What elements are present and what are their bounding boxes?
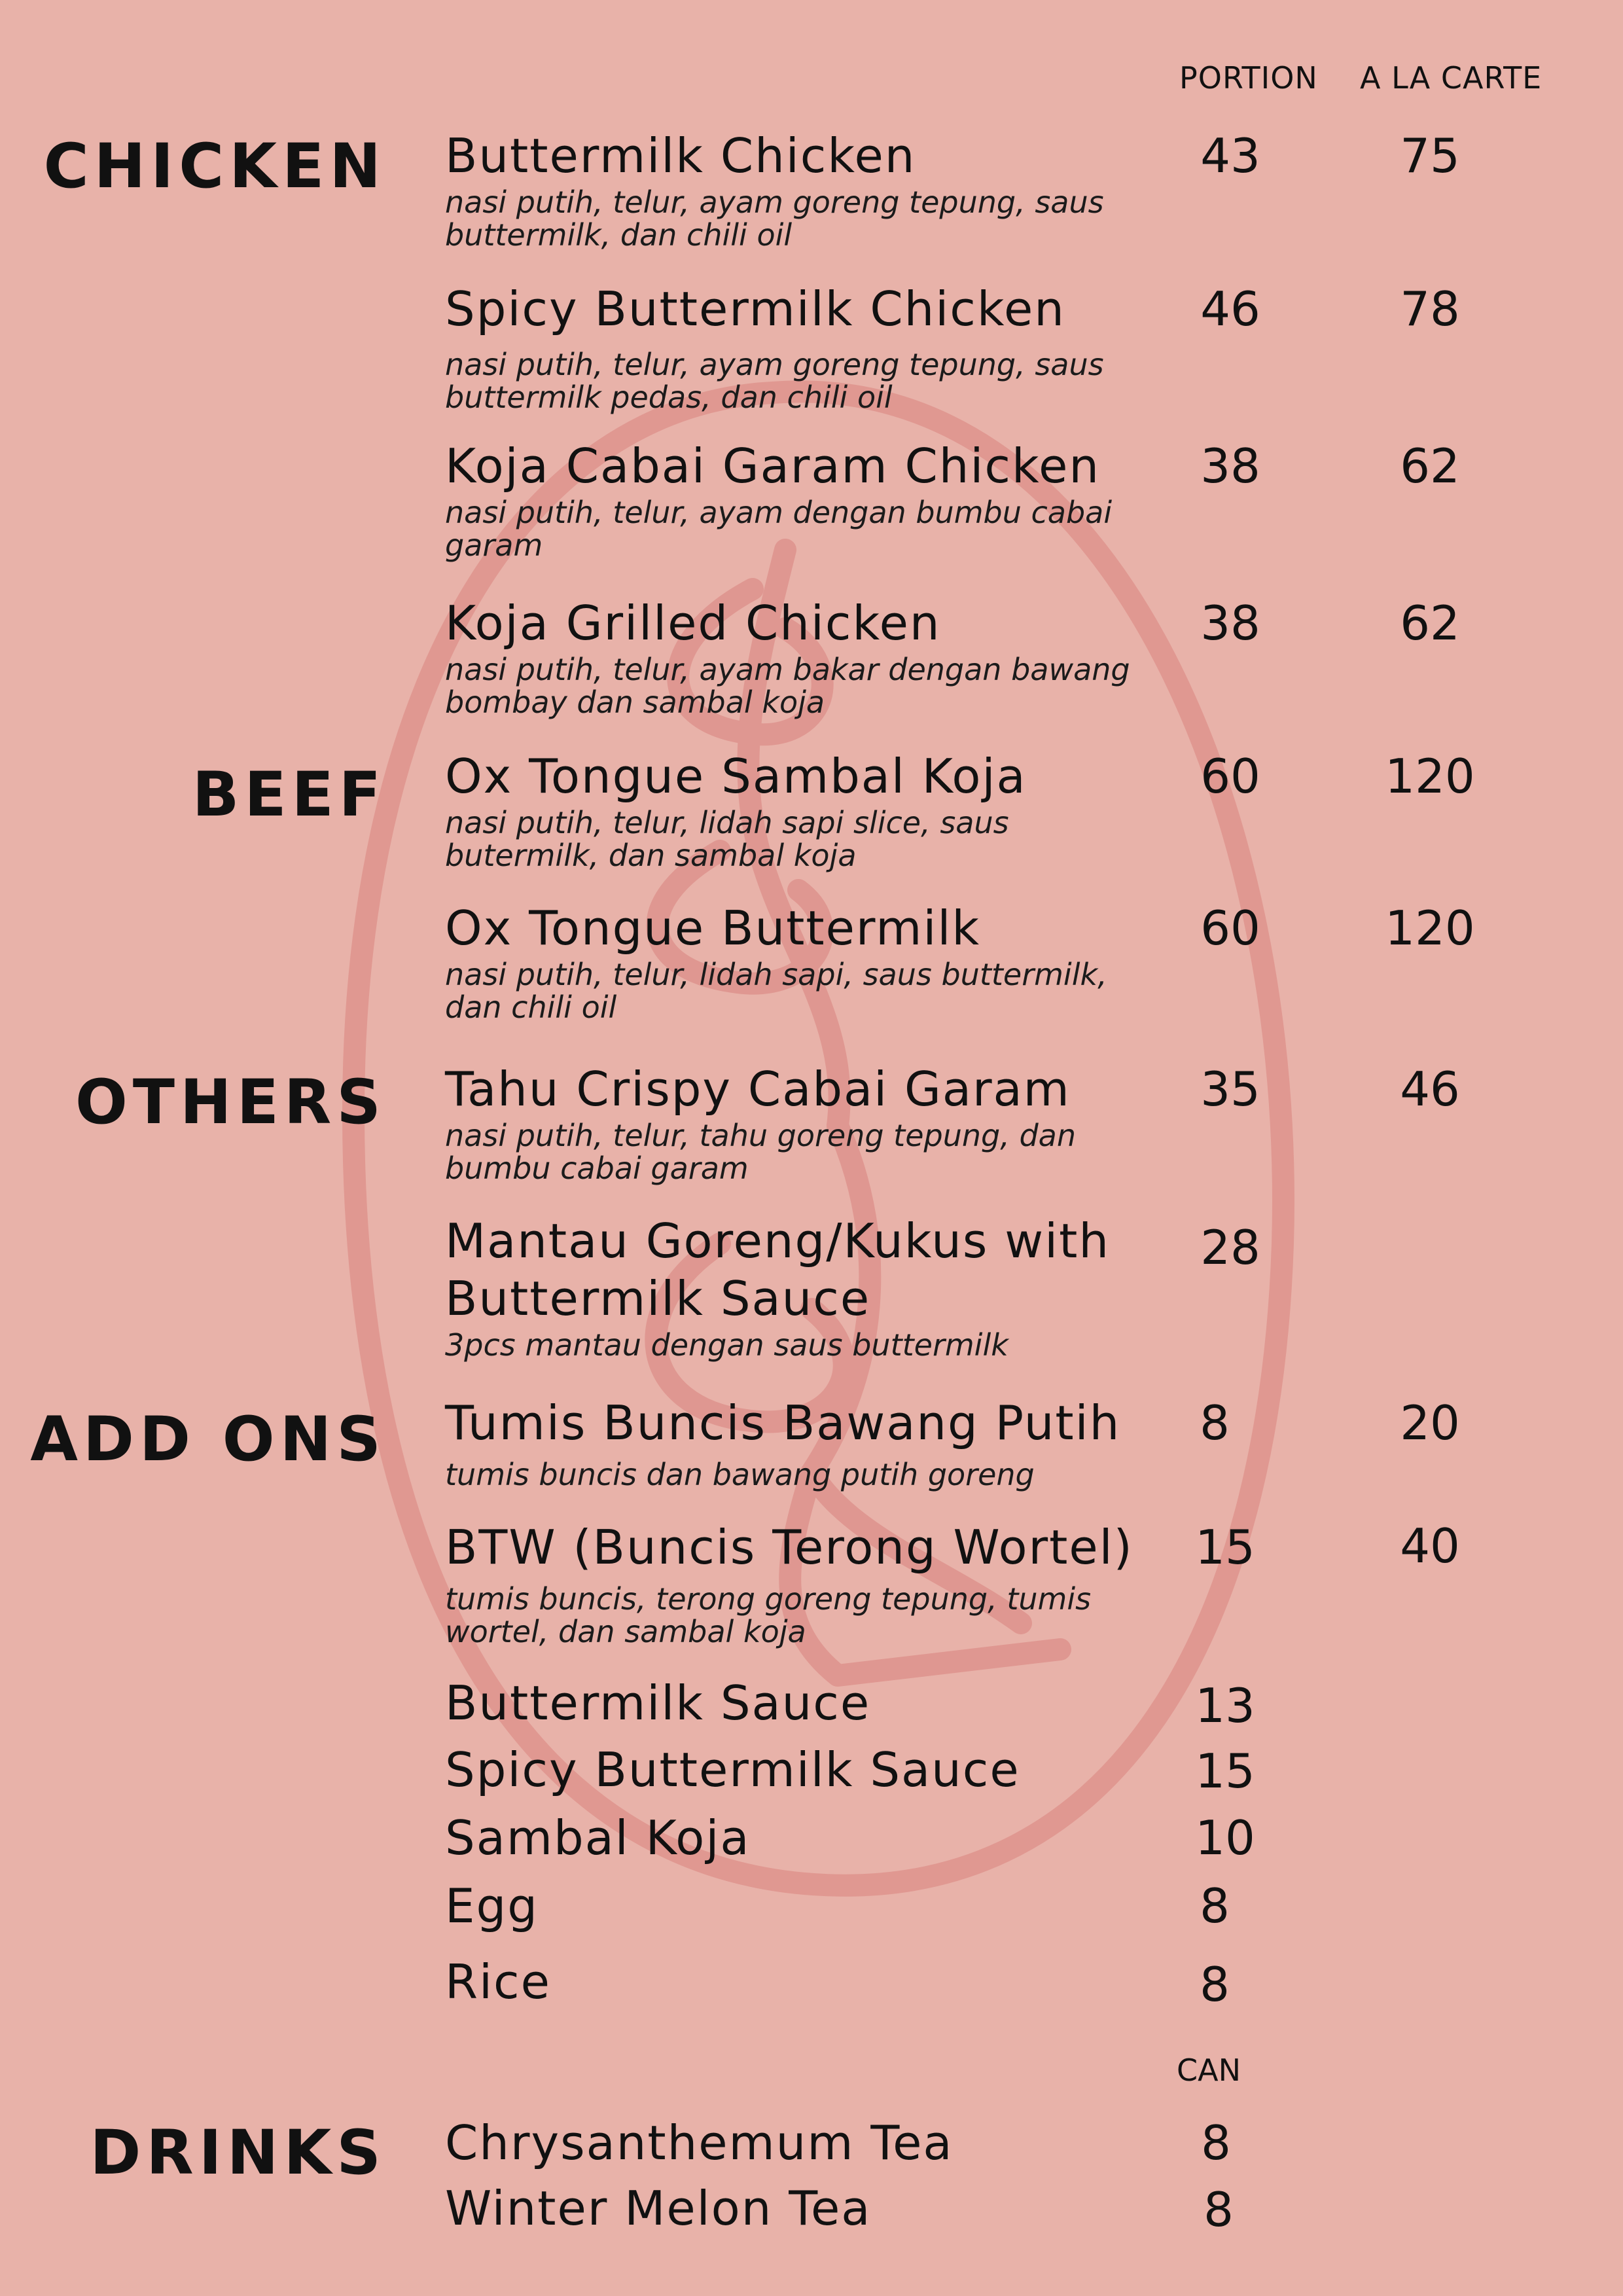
- item-alacarte-price: 120: [1385, 901, 1475, 956]
- item-alacarte-price: 20: [1400, 1395, 1460, 1450]
- item-alacarte-price: 120: [1385, 749, 1475, 804]
- item-portion-price: 28: [1200, 1220, 1260, 1275]
- item-portion-price: 60: [1200, 901, 1260, 956]
- item-description: nasi putih, telur, ayam bakar dengan bawang bombay dan sambal koja: [445, 652, 1130, 720]
- menu-item: [445, 1060, 1165, 1185]
- menu-item: [445, 2179, 1165, 2237]
- item-alacarte-price: 46: [1400, 1062, 1460, 1117]
- menu-item: [445, 899, 1165, 1024]
- menu-item: [445, 2114, 1165, 2172]
- column-header-a-la-carte: A LA CARTE: [1360, 60, 1543, 96]
- section-drinks: DRINKS: [90, 2117, 386, 2189]
- item-portion-price: 8: [1204, 2182, 1234, 2237]
- section-add-ons: ADD ONS: [30, 1404, 386, 1475]
- item-name: Tahu Crispy Cabai Garam: [445, 1062, 1071, 1117]
- menu-item: [445, 280, 1165, 414]
- item-portion-price: 46: [1200, 281, 1260, 336]
- menu-item: [445, 747, 1165, 872]
- item-description: nasi putih, telur, lidah sapi, saus buttermilk, dan chili oil: [445, 957, 1107, 1025]
- item-description: nasi putih, telur, lidah sapi slice, saus butermilk, dan sambal koja: [445, 805, 1009, 873]
- item-portion-price: 43: [1200, 128, 1260, 183]
- item-name: Tumis Buncis Bawang Putih: [445, 1395, 1121, 1450]
- item-description: tumis buncis, terong goreng tepung, tumis wortel, dan sambal koja: [445, 1581, 1092, 1649]
- menu-item: [445, 127, 1165, 251]
- item-name: Spicy Buttermilk Sauce: [445, 1742, 1020, 1797]
- section-others: OTHERS: [75, 1067, 386, 1138]
- menu-item: [445, 1518, 1165, 1648]
- menu-item: [445, 1674, 1165, 1732]
- item-description: nasi putih, telur, tahu goreng tepung, dan bumbu cabai garam: [445, 1118, 1077, 1186]
- item-portion-price: 8: [1200, 1878, 1230, 1933]
- item-description: nasi putih, telur, ayam goreng tepung, saus buttermilk pedas, dan chili oil: [445, 347, 1104, 415]
- menu-item: [445, 437, 1165, 562]
- section-chicken: CHICKEN: [43, 131, 386, 202]
- item-name: Mantau Goreng/Kukus with Buttermilk Sauce: [445, 1213, 1111, 1326]
- menu-item: [445, 1809, 1165, 1867]
- item-alacarte-price: 78: [1400, 281, 1460, 336]
- item-name: Spicy Buttermilk Chicken: [445, 281, 1065, 336]
- item-name: Buttermilk Chicken: [445, 128, 916, 183]
- menu-item: [445, 1877, 1165, 1935]
- item-alacarte-price: 62: [1400, 439, 1460, 493]
- item-portion-price: 8: [1200, 1957, 1230, 2012]
- item-description: tumis buncis dan bawang putih goreng: [445, 1457, 1035, 1492]
- menu-item: [445, 594, 1165, 719]
- menu-item: [445, 1953, 1165, 2011]
- item-name: Koja Grilled Chicken: [445, 596, 941, 651]
- item-alacarte-price: 75: [1400, 128, 1460, 183]
- item-portion-price: 38: [1200, 439, 1260, 493]
- item-portion-price: 15: [1195, 1744, 1255, 1799]
- item-portion-price: 60: [1200, 749, 1260, 804]
- item-portion-price: 38: [1200, 596, 1260, 651]
- menu-item: [445, 1741, 1165, 1799]
- column-header-can: CAN: [1177, 2053, 1241, 2088]
- menu-item: [445, 1212, 1126, 1361]
- column-header-portion: PORTION: [1179, 60, 1318, 96]
- item-portion-price: 8: [1201, 2115, 1231, 2170]
- item-name: Ox Tongue Sambal Koja: [445, 749, 1027, 804]
- item-portion-price: 8: [1200, 1395, 1230, 1450]
- item-portion-price: 35: [1200, 1062, 1260, 1117]
- item-name: Winter Melon Tea: [445, 2181, 872, 2236]
- item-name: Koja Cabai Garam Chicken: [445, 439, 1101, 493]
- section-beef: BEEF: [192, 759, 386, 831]
- item-portion-price: 10: [1195, 1810, 1255, 1865]
- item-description: 3pcs mantau dengan saus buttermilk: [445, 1327, 1008, 1363]
- item-name: Buttermilk Sauce: [445, 1676, 871, 1731]
- item-name: Chrysanthemum Tea: [445, 2115, 954, 2170]
- item-name: Sambal Koja: [445, 1810, 751, 1865]
- menu-item: [445, 1394, 1165, 1491]
- item-description: nasi putih, telur, ayam dengan bumbu cabai garam: [445, 495, 1113, 563]
- item-alacarte-price: 40: [1400, 1518, 1460, 1573]
- item-name: Egg: [445, 1878, 539, 1933]
- item-description: nasi putih, telur, ayam goreng tepung, saus buttermilk, dan chili oil: [445, 185, 1104, 253]
- item-name: Rice: [445, 1954, 551, 2009]
- item-name: Ox Tongue Buttermilk: [445, 901, 981, 956]
- item-portion-price: 15: [1195, 1520, 1255, 1575]
- item-portion-price: 13: [1195, 1678, 1255, 1733]
- item-name: BTW (Buncis Terong Wortel): [445, 1520, 1133, 1575]
- item-alacarte-price: 62: [1400, 596, 1460, 651]
